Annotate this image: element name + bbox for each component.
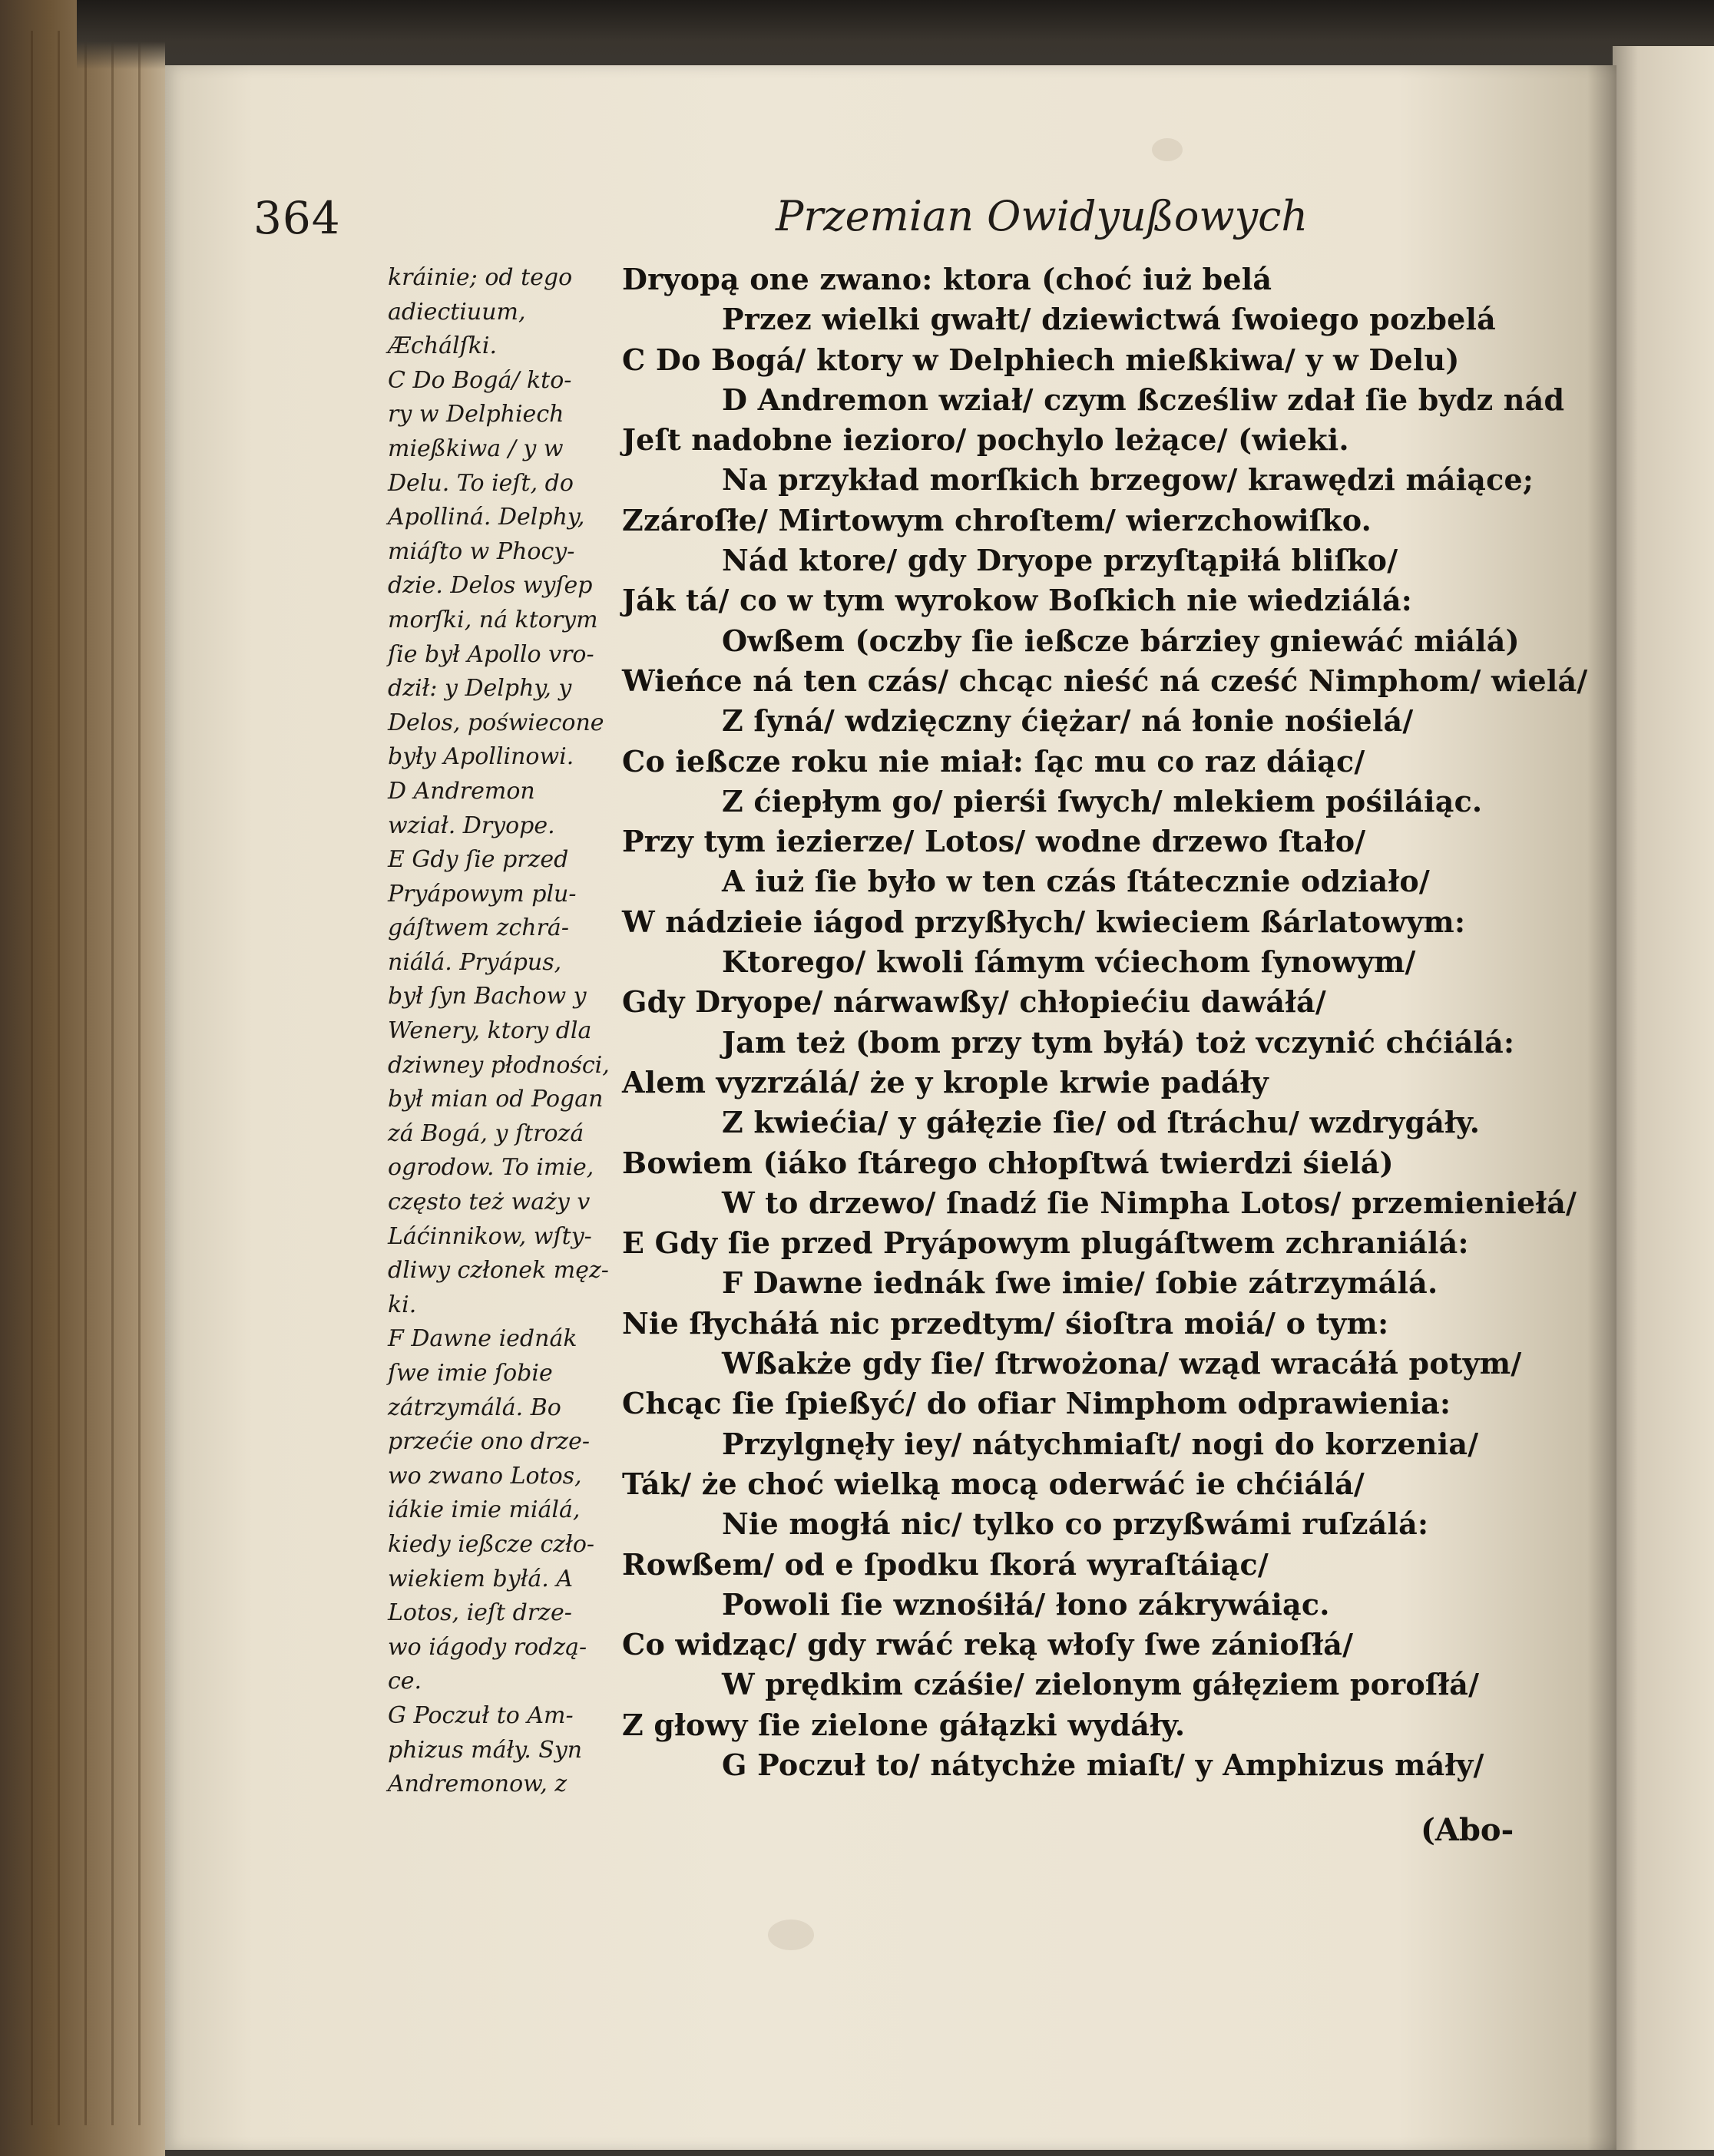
gloss-line: był ſyn Bachow y	[388, 983, 587, 1010]
running-title: Przemian Owidyußowych	[776, 192, 1309, 240]
gloss-line: Wenery, ktory dla	[388, 1017, 592, 1045]
verse-line: E Gdy ſie przed Pryápowym plugáſtwem zchraniálá:	[622, 1225, 1469, 1261]
verse-line: Dryopą one zwano: ktora (choć iuż belá	[622, 262, 1272, 296]
gloss-line: Delos, poświecone	[388, 709, 604, 736]
verse-line: Bowiem (iáko ſtárego chłopſtwá twierdzi śielá)	[622, 1145, 1394, 1180]
verse-line: Alem vyzrzálá/ że y krople krwie padáły	[622, 1064, 1269, 1099]
paper-stain	[1152, 138, 1183, 161]
gloss-line: ogrodow. To imie,	[388, 1154, 594, 1182]
gloss-line: dziwney płodności,	[388, 1051, 610, 1079]
gloss-line: F Dawne iednák	[388, 1325, 577, 1353]
gloss-line: ki.	[388, 1291, 417, 1318]
gloss-line: wo zwano Lotos,	[388, 1462, 582, 1490]
verse-line: Przy tym iezierze/ Lotos/ wodne drzewo ſtało/	[622, 824, 1366, 859]
book-page-edges	[0, 0, 165, 2156]
gloss-line: wiekiem byłá. A	[388, 1565, 574, 1592]
gloss-line: wo iágody rodzą-	[388, 1633, 587, 1661]
gloss-line: ſwe imie ſobie	[388, 1360, 553, 1387]
verse-line: D Andremon wział/ czym ßcześliw zdał ſie bydz nád	[722, 382, 1565, 417]
verse-line: Co ießcze roku nie miał: ſąc mu co raz dáiąc/	[622, 743, 1365, 779]
verse-line: Wieńce ná ten czás/ chcąc nieść ná cześć Nimphom/ wielá/	[622, 663, 1588, 698]
gloss-line: Delu. To ieſt, do	[388, 469, 574, 497]
verse-line: Rowßem/ od e ſpodku ſkorá wyraſtáiąc/	[622, 1546, 1269, 1582]
gloss-line: gáſtwem zchrá-	[388, 914, 569, 942]
gloss-line: C Do Bogá/ kto-	[388, 366, 572, 394]
verse-line: Zzároſłe/ Mirtowym chroſtem/ wierzchowiſko.	[622, 502, 1372, 537]
top-binding-shadow	[77, 0, 1714, 69]
verse-line: Z ſyná/ wdzięczny ćiężar/ ná łonie nośielá/	[722, 703, 1414, 739]
gloss-line: zá Bogá, y ſtrozá	[388, 1119, 584, 1147]
verse-line: Ktorego/ kwoli ſámym vćiechom ſynowym/	[722, 944, 1416, 980]
gloss-line: Lotos, ieſt drze-	[388, 1599, 572, 1627]
verse-line: Nie ſłycháłá nic przedtym/ śioſtra moiá/ o tym:	[622, 1305, 1389, 1341]
gloss-line: Andremonow, z	[388, 1771, 567, 1798]
verse-line: Przylgnęły iey/ nátychmiaſt/ nogi do korzenia/	[722, 1426, 1479, 1461]
gloss-line: Apolliná. Delphy,	[388, 504, 585, 531]
verse-line: Z ćiepłym go/ pierśi ſwych/ mlekiem pośiláiąc.	[722, 783, 1483, 818]
verse-line: W to drzewo/ ſnadź ſie Nimpha Lotos/ przemieniełá/	[722, 1185, 1577, 1220]
gloss-line: Æchálſki.	[388, 332, 498, 360]
gloss-line: niálá. Pryápus,	[388, 948, 562, 976]
verse-line: C Do Bogá/ ktory w Delphiech mießkiwa/ y w Delu)	[622, 342, 1460, 377]
verse-line: Przez wielki gwałt/ dziewictwá ſwoiego pozbelá	[722, 302, 1496, 337]
gloss-line: przećie ono drze-	[388, 1428, 591, 1456]
verse-line: Z głowy ſie zielone gáłązki wydáły.	[622, 1707, 1186, 1742]
verse-line: Ják tá/ co w tym wyrokow Boſkich nie wiedziálá:	[622, 583, 1412, 618]
gloss-line: często też waży v	[388, 1189, 591, 1216]
gloss-line: ce.	[388, 1668, 422, 1695]
gloss-line: dliwy członek męz-	[388, 1257, 609, 1285]
gloss-line: mießkiwa / y w	[388, 435, 564, 462]
gloss-line: D Andremon	[388, 777, 535, 805]
page-header	[253, 192, 1329, 253]
marginal-gloss	[388, 261, 618, 1802]
verse-line: Powoli ſie wznośiłá/ łono zákrywáiąc.	[722, 1586, 1330, 1622]
catchword: (Abo-	[1421, 1812, 1514, 1848]
gloss-line: dzie. Delos wyſep	[388, 572, 593, 600]
gloss-line: iákie imie miálá,	[388, 1496, 581, 1524]
verse-line: Gdy Dryope/ nárwawßy/ chłopiećiu dawáłá/	[622, 984, 1326, 1020]
gloss-line: miáſto w Phocy-	[388, 537, 575, 565]
gloss-line: był mian od Pogan	[388, 1086, 604, 1113]
verse-line: Ták/ że choć wielką mocą oderwáć ie chćiálá/	[622, 1466, 1365, 1501]
verse-line: Owßem (oczby ſie ießcze bárziey gniewáć miálá)	[722, 623, 1520, 658]
gloss-line: phizus máły. Syn	[388, 1736, 583, 1764]
gloss-line: były Apollinowi.	[388, 743, 574, 771]
verse-line: W prędkim czáśie/ zielonym gáłęziem poroſłá/	[722, 1667, 1480, 1702]
verse-line: Nie mogłá nic/ tylko co przyßwámi ruſzálá:	[722, 1506, 1429, 1542]
verse-line: G Poczuł to/ nátychże miaſt/ y Amphizus máły/	[722, 1747, 1484, 1782]
verse-line: Jam też (bom przy tym byłá) toż vczynić chćiálá:	[722, 1024, 1515, 1060]
gloss-line: ry w Delphiech	[388, 401, 564, 428]
gloss-line: G Poczuł to Am-	[388, 1701, 574, 1729]
gloss-line: zátrzymálá. Bo	[388, 1394, 561, 1421]
verse-line: Chcąc ſie ſpießyć/ do ofiar Nimphom odprawienia:	[622, 1386, 1451, 1421]
verse-line: Jeſt nadobne iezioro/ pochylo leżące/ (wieki.	[622, 422, 1349, 458]
page-number: 364	[253, 192, 341, 244]
verse-line: Wßakże gdy ſie/ ſtrwożona/ wząd wracáłá potym/	[722, 1346, 1522, 1381]
gloss-line: Pryápowym plu-	[388, 880, 577, 908]
verse-line: Co widząc/ gdy rwáć reką włoſy ſwe zánioſłá/	[622, 1627, 1354, 1662]
verse-line: F Dawne iednák ſwe imie/ ſobie zátrzymálá.	[722, 1265, 1438, 1301]
gloss-line: kráinie; od tego	[388, 264, 573, 291]
verse-line: W nádzieie iágod przyßłych/ kwieciem ßárlatowym:	[622, 904, 1466, 939]
gloss-line: ſie był Apollo vro-	[388, 640, 594, 668]
verse-line: Z kwiećia/ y gáłęzie ſie/ od ſtráchu/ wzdrygáły.	[722, 1105, 1481, 1140]
verse-text	[622, 260, 1588, 1785]
paper-stain	[768, 1920, 814, 1950]
verse-line: Nád ktore/ gdy Dryope przyſtąpiłá bliſko/	[722, 543, 1398, 578]
facing-page-edge	[1613, 46, 1714, 2150]
gloss-line: Láćinnikow, wſty-	[388, 1222, 592, 1250]
gloss-line: dził: y Delphy, y	[388, 675, 572, 703]
gloss-line: morſki, ná ktorym	[388, 606, 598, 633]
gloss-line: adiectiuum,	[388, 298, 526, 326]
gloss-line: wział. Dryope.	[388, 812, 555, 839]
verse-line: A iuż ſie było w ten czás ſtátecznie odziało/	[722, 864, 1430, 899]
gloss-line: E Gdy ſie przed	[388, 846, 569, 874]
verse-line: Na przykład morſkich brzegow/ krawędzi máiące;	[722, 462, 1534, 498]
gloss-line: kiedy ießcze czło-	[388, 1530, 595, 1558]
